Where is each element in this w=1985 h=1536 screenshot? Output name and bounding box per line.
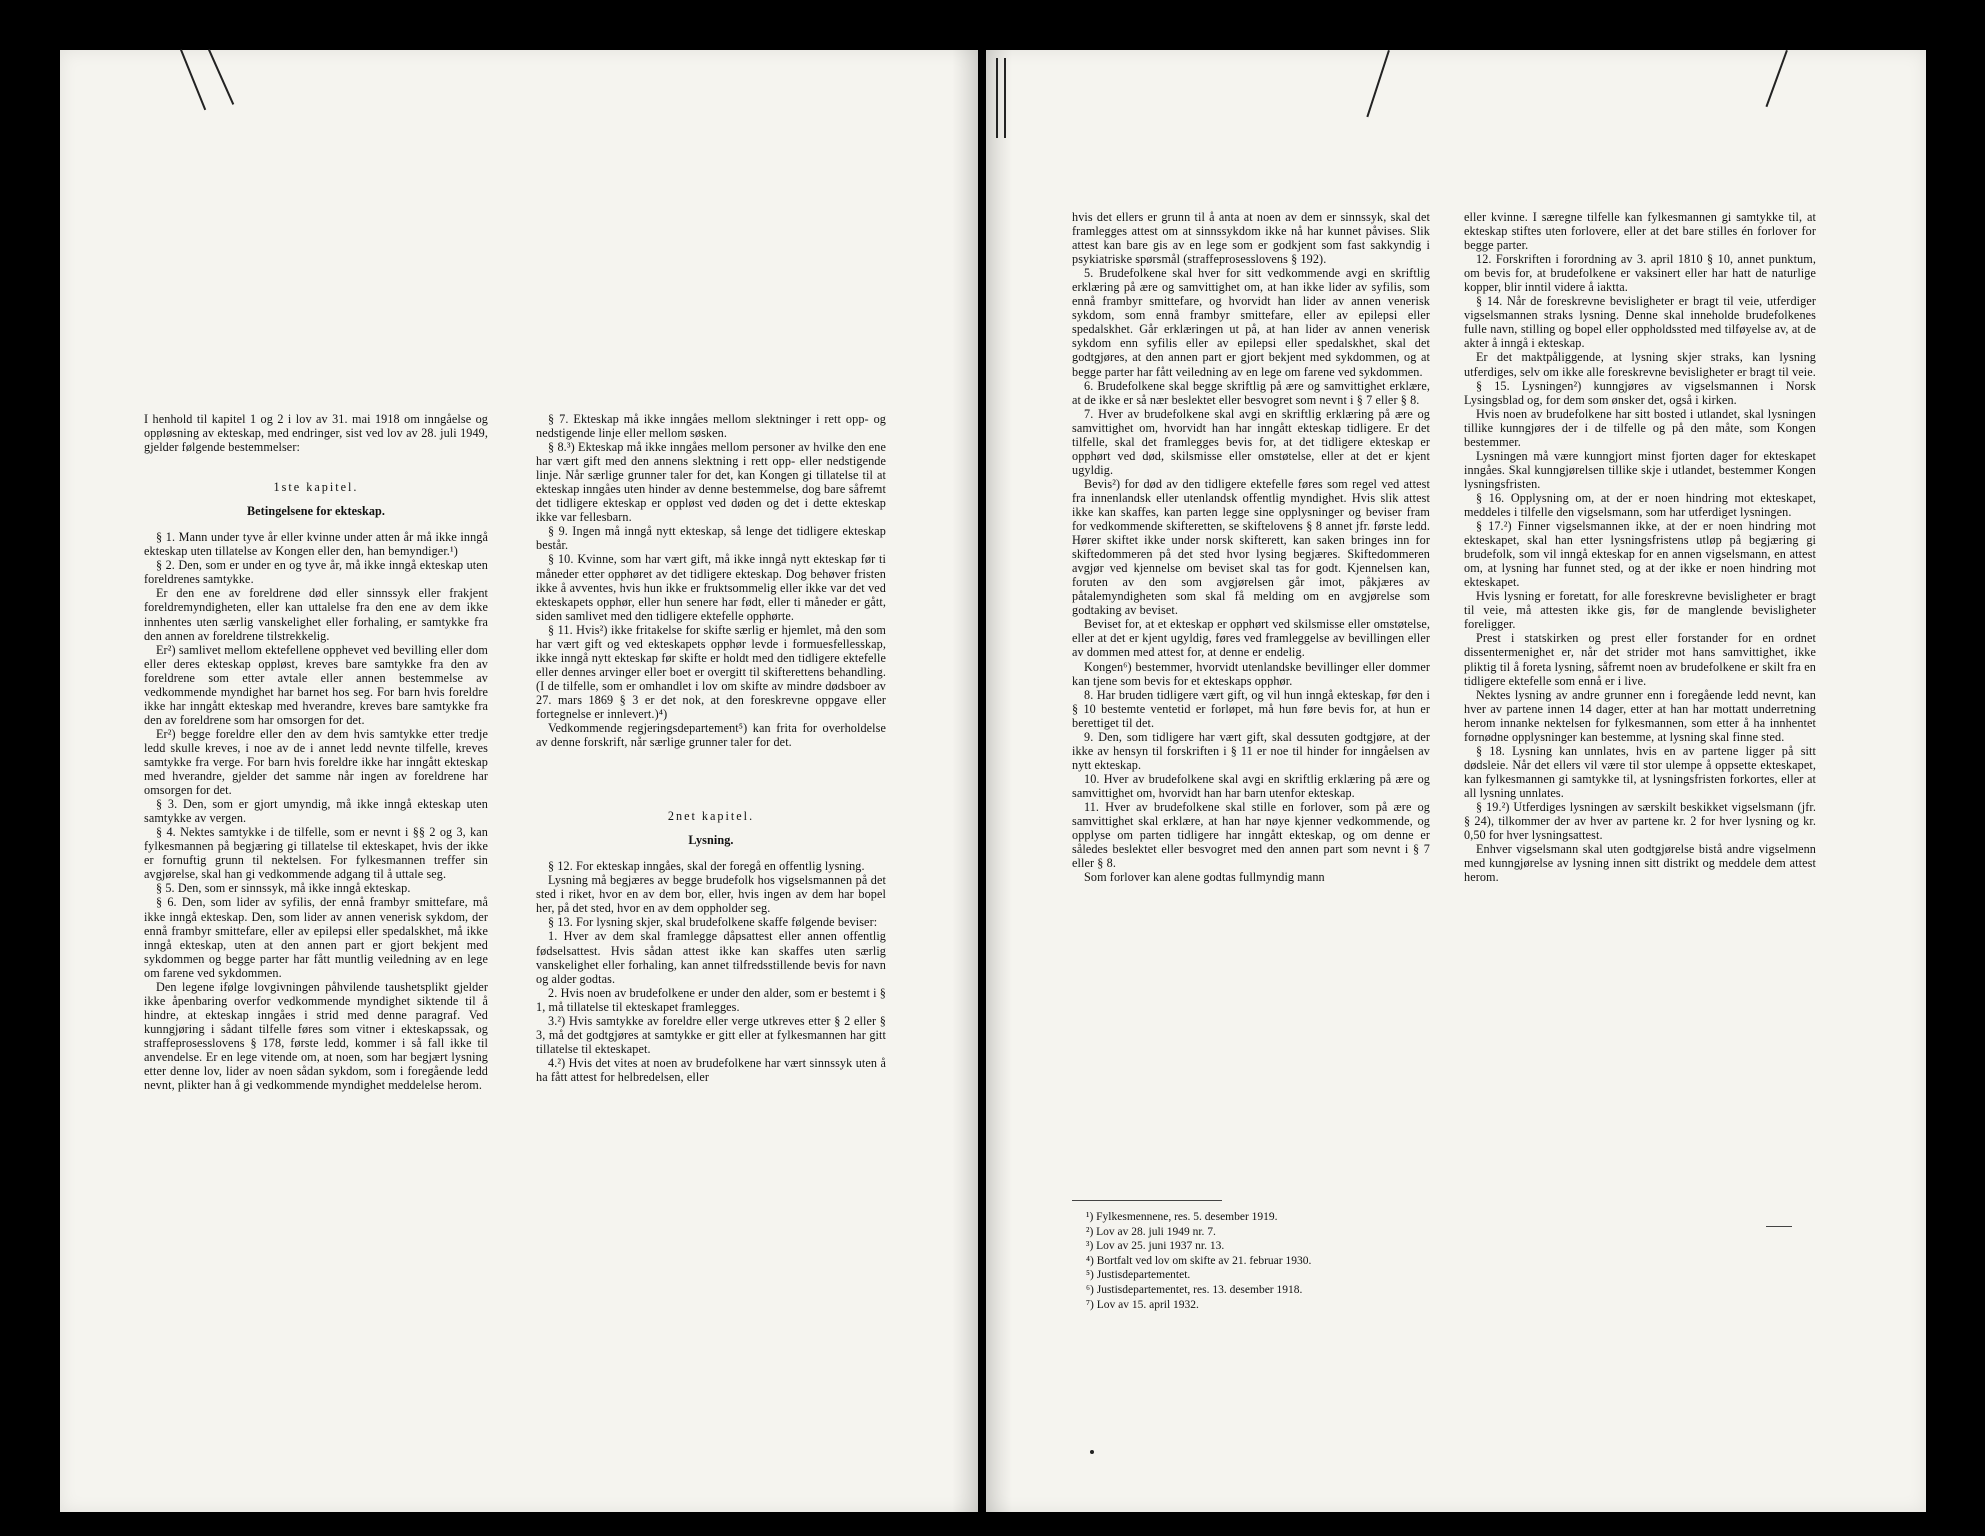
paragraph: § 14. Når de foreskrevne bevisligheter er bragt til veie, utferdiger vigselsmannen straks lysning. Denne skal inneholde brudefolkenes fulle navn, stilling og bopel eller oppholdssted med tilføyelse av, at de akter å inngå i ekteskap. [1464, 294, 1816, 351]
paragraph: § 5. Den, som er sinnssyk, må ikke inngå ekteskap. [156, 881, 411, 896]
paragraph: 10. Hver av brudefolkene skal avgi en skriftlig erklæring på ære og samvittighet om, hvorvidt han har barn utenfor ekteskap. [1072, 771, 1430, 800]
paragraph: § 8.³) Ekteskap må ikke inngåes mellom personer av hvilke den ene har vært gift med den annens slektning i rett opp- eller nedstigende linje. Når særlige grunner taler for det, kan Kongen gi tillatelse til at ekteskap inngåes uten hinder av denne bestemmelse, dog bare såfremt det tidligere ekteskap er oppløst ved døden og det i dette ekteskap ikke var fellesbarn. [536, 440, 886, 525]
right-column-2 [1464, 210, 1816, 884]
left-column-1-body [144, 530, 488, 1092]
paragraph: Nektes lysning av andre grunner enn i foregående ledd nevnt, kan hver av partene innen 14 dager, etter at han har mottatt underretning herom innanke nektelsen for fylkesmannen, som etter å ha innhentet fornødne opplysninger kan bestemme, at lysning skal finne sted. [1464, 687, 1816, 744]
paragraph: Den legene ifølge lovgivningen påhvilende taushetsplikt gjelder ikke åpenbaring overfor vedkommende myndighet siktende til å hindre, at ekteskap inngåes i strid med denne paragraf. Ved kunngjøring i sådant tilfelle føres som vitner i ekteskapssak, og straffeprosesslovens § 178, første ledd, kommer i så fall ikke til anvendelse. Er en lege vitende om, at noen, som har begjært lysning etter denne lov, lider av noen sådan sykdom, som i foregående ledd nevnt, plikter han å gi vedkommende myndighet meddelelse herom. [144, 979, 488, 1093]
footnote: ¹) Fylkesmennene, res. 5. desember 1919. [1086, 1211, 1278, 1223]
paragraph: § 2. Den, som er under en og tyve år, må ikke inngå ekteskap uten foreldrenes samtykke. [144, 558, 488, 587]
paragraph: Er²) samlivet mellom ektefellene opphevet ved bevilling eller dom eller deres ekteskap oppløst, kreves bare samtykke fra den av foreldrene som etter avtale eller annen bestemmelse av vedkommende myndighet har barnet hos seg. For barn hvis foreldre ikke har inngått ekteskap med hverandre, kreves bare samtykke fra den av foreldrene som har omsorgen for det. [144, 642, 488, 727]
paragraph: § 13. For lysning skjer, skal brudefolkene skaffe følgende beviser: [548, 915, 878, 930]
paragraph: 2. Hvis noen av brudefolkene er under den alder, som er bestemt i § 1, må tillatelse til ekteskapet framlegges. [536, 985, 886, 1014]
footnote: ²) Lov av 28. juli 1949 nr. 7. [1086, 1225, 1216, 1238]
paragraph: Vedkommende regjeringsdepartement⁵) kan frita for overholdelse av denne forskrift, når særlige grunner taler for det. [536, 721, 886, 750]
paragraph: § 11. Hvis²) ikke fritakelse for skifte særlig er hjemlet, må den som har vært gift og ved ekteskapets opphør levde i formuesfellesskap, ikke inngå nytt ekteskap før skifte er holdt med den tidligere ektefelle eller dennes arvinger eller boet er overgitt til skifterettens behandling. (I de tilfelle, som er omhandlet i lov om skifte av mindre dødsboer av 27. mars 1869 § 3 er det nok, at den foreskrevne oppgave eller fortegnelse er innlevert.)⁴) [536, 622, 886, 721]
paragraph: § 16. Opplysning om, at der er noen hindring mot ekteskapet, meddeles i tilfelle den vigselsmann, som har utferdiget lysningen. [1464, 490, 1816, 519]
paragraph: Lysningen må være kunngjort minst fjorten dager for ekteskapet inngåes. Skal kunngjørelsen tillike skje i utlandet, bestemmer Kongen lysningsfristen. [1464, 448, 1816, 491]
ink-dot [1090, 1450, 1094, 1454]
footnote: ⁴) Bortfalt ved lov om skifte av 21. februar 1930. [1086, 1254, 1312, 1267]
paragraph: § 9. Ingen må inngå nytt ekteskap, så lenge det tidligere ekteskap består. [536, 524, 886, 553]
pencil-mark [180, 49, 206, 110]
paragraph: § 10. Kvinne, som har vært gift, må ikke inngå nytt ekteskap før ti måneder etter opphøret av det tidligere ekteskap. Dog behøver fristen ikke å avventes, hvis hun ikke er fruktsommelig eller ikke var det ved ekteskapets opphør, eller hun senere har født, eller ti måneder er gått, siden samlivet med den tidligere ektefelle opphørte. [536, 552, 886, 623]
small-rule [1766, 1226, 1792, 1227]
chapter-1-title: Betingelsene for ekteskap. [246, 504, 386, 519]
footnote-rule [1072, 1200, 1222, 1201]
pencil-mark [1765, 50, 1787, 107]
paragraph: § 12. For ekteskap inngåes, skal der foregå en offentlig lysning. [548, 859, 865, 874]
paragraph: 9. Den, som tidligere har vært gift, skal dessuten godtgjøre, at der ikke av hensyn til forskriften i § 11 er noe til hinder for inngåelsen av nytt ekteskap. [1072, 729, 1430, 772]
paragraph: Lysning må begjæres av begge brudefolk hos vigselsmannen på det sted i riket, hvor en av dem bor, eller, hvis ingen av dem har bopel her, på det sted, hvor en av dem oppholder seg. [536, 873, 886, 916]
right-column-1 [1072, 210, 1430, 884]
paragraph: Prest i statskirken og prest eller forstander for en ordnet dissentermenighet er, når det strider mot hans samvittighet, ikke pliktig til å foreta lysning, såfremt noen av brudefolkene er skilt fra en tidligere ektefelle som ennå er i live. [1464, 631, 1816, 688]
paragraph: 7. Hver av brudefolkene skal avgi en skriftlig erklæring på ære og samvittighet om, hvorvidt han har inngått ekteskap tidligere. Er det tilfelle, skal det framlegges bevis for, at det tidligere ekteskap er opphørt ved død, skilsmisse eller omstøtelse, eller at det er kjent ugyldig. [1072, 406, 1430, 477]
paragraph: Er²) begge foreldre eller den av dem hvis samtykke etter tredje ledd skulle kreves, i noe av de i annet ledd nevnte tilfelle, kreves samtykke fra verge. For barn hvis foreldre ikke har inngått ekteskap med hverandre, gjelder det samme når ingen av foreldrene har omsorgen for det. [144, 726, 488, 798]
paragraph: § 3. Den, som er gjort umyndig, må ikke inngå ekteskap uten samtykke av vergen. [144, 797, 488, 826]
pencil-mark [1004, 58, 1006, 138]
pencil-mark [208, 49, 234, 105]
right-column-1-body [1072, 210, 1430, 884]
paragraph: Kongen⁶) bestemmer, hvorvidt utenlandske bevillinger eller dommer kan tjene som bevis for et ekteskaps opphør. [1072, 659, 1430, 688]
paragraph: Beviset for, at et ekteskap er opphørt ved skilsmisse eller omstøtelse, eller at det er kjent ugyldig, føres ved framleggelse av bevillingen eller av dommen med attest for, at denne er endelig. [1072, 617, 1430, 660]
paragraph: 11. Hver av brudefolkene skal stille en forlover, som på ære og samvittighet skal erklære, at han har nøye kjenner vedkommende, og opplyse om parten tidligere har inngått ekteskap, og om denne er således beslektet eller besvogret med den annen part som nevnt i § 7 eller § 8. [1072, 799, 1430, 871]
paragraph: Hvis lysning er foretatt, for alle foreskrevne bevisligheter er bragt til veie, må attesten ikke gis, før de manglende bevisligheter foreligger. [1464, 589, 1816, 632]
chapter-2-label: 2net kapitel. [667, 809, 755, 824]
paragraph: Hvis noen av brudefolkene har sitt bosted i utlandet, skal lysningen tillike kunngjøres der i de tilfelle og på den måte, som Kongen bestemmer. [1464, 406, 1816, 449]
footnote: ³) Lov av 25. juni 1937 nr. 13. [1086, 1240, 1225, 1253]
left-column-2 [536, 412, 886, 1084]
paragraph: § 4. Nektes samtykke i de tilfelle, som er nevnt i §§ 2 og 3, kan fylkesmannen på begjæring gi tillatelse til ekteskapet, hvis der ikke er fornuftig grunn til nektelsen. For fylkesmannen treffer sin avgjørelse, skal han gi vedkommende adgang til å uttale seg. [144, 825, 488, 882]
paragraph: 8. Har bruden tidligere vært gift, og vil hun inngå ekteskap, før den i § 10 bestemte ventetid er forløpet, må hun føre bevis for, at hun er berettiget til det. [1072, 687, 1430, 730]
gutter-shadow [986, 50, 1012, 1512]
paragraph: 12. Forskriften i forordning av 3. april 1810 § 10, annet punktum, om bevis for, at brudefolkene er vaksinert eller har hatt de naturlige kopper, blir inntil videre å iaktta. [1464, 252, 1816, 295]
paragraph: § 15. Lysningen²) kunngjøres av vigselsmannen i Norsk Lysingsblad og, for dem som ønsker det, også i kirken. [1464, 378, 1816, 407]
paragraph: § 17.²) Finner vigselsmannen ikke, at der er noen hindring mot ekteskapet, skal han etter lysningsfristens utløp på begjæring gi brudefolk, som vil inngå ekteskap for en annen vigselsmann, en attest om, at lysning har funnet sted, og at der ikke er noen hindring mot ekteskapet. [1464, 519, 1816, 590]
paragraph: § 19.²) Utferdiges lysningen av særskilt beskikket vigselsmann (jfr. § 24), tilkommer der av hver av partene kr. 2 for hver lysning og kr. 0,50 for hver lysningsattest. [1464, 799, 1816, 843]
paragraph: Enhver vigselsmann skal uten godtgjørelse bistå andre vigselmenn med kunngjørelse av lysning innen sitt distrikt og meddele dem attest herom. [1464, 842, 1816, 885]
footnote: ⁷) Lov av 15. april 1932. [1086, 1298, 1199, 1311]
paragraph: § 18. Lysning kan unnlates, hvis en av partene ligger på sitt dødsleie. Når det ellers vil være til stor ulempe å oppsette ekteskapet, kan fylkesmannen gi samtykke til, at lysningsfristen forkortes, eller at all lysning unnlates. [1464, 743, 1816, 800]
pencil-mark [996, 58, 998, 138]
right-page [986, 50, 1926, 1512]
left-column-2-body-a [536, 412, 886, 749]
footnotes [1086, 1210, 1311, 1312]
left-column-2-body-b [536, 859, 886, 1084]
paragraph: Bevis²) for død av den tidligere ektefelle føres som regel ved attest fra innenlandsk eller utenlandsk offentlig myndighet. Hvis slik attest ikke kan skaffes, kan parten legge sine opplysninger og beviser fram for vedkommende skifteretten, se skiftelovens § 8 annet jfr. første ledd. Hører skiftet ikke under norsk skifterett, kan saken bringes inn for skiftedommeren på det sted hvor lysing begjæres. Skiftedommeren avgjør ved kjennelse om beviset skal tas for godt. Kjennelsen kan, foruten av den som avgjørelsen går imot, påkjæres av påtalemyndigheten som skal få melding om en avgjørelse som godtaking av beviset. [1072, 476, 1430, 618]
paragraph: § 1. Mann under tyve år eller kvinne under atten år må ikke inngå ekteskap uten tillatelse av Kongen eller den, han bemyndiger.¹) [144, 530, 488, 559]
paragraph: 4.²) Hvis det vites at noen av brudefolkene har vært sinnssyk uten å ha fått attest for helbredelsen, eller [536, 1055, 886, 1084]
paragraph: 1. Hver av dem skal framlegge dåpsattest eller annen offentlig fødselsattest. Hvis sådan attest ikke kan skaffes uten særlig vanskelighet eller forhaling, kan annet tilfredsstillende bevis for navn og alder godtas. [536, 929, 886, 986]
right-column-2-body [1464, 210, 1816, 884]
paragraph: Som forlover kan alene godtas fullmyndig mann [1084, 870, 1325, 885]
intro-paragraph: I henhold til kapitel 1 og 2 i lov av 31. mai 1918 om inngåelse og oppløsning av ekteskap, med endringer, sist ved lov av 28. juli 1949, gjelder følgende bestemmelser: [144, 412, 488, 455]
paragraph: Er det maktpåliggende, at lysning skjer straks, kan lysning utferdiges, selv om ikke alle foreskrevne bevisligheter er bragt til veie. [1464, 350, 1816, 379]
paragraph: 5. Brudefolkene skal hver for sitt vedkommende avgi en skriftlig erklæring på ære og samvittighet om, at han ikke lider av syfilis, som ennå frambyr smittefare, og hvorvidt han lider av annen venerisk sykdom, som ennå frambyr smittefare, eller av epilepsi eller spedalskhet. Går erklæringen ut på, at han lider av annen venerisk sykdom enn syfilis eller av epilepsi eller spedalskhet, skal det godtgjøres, at den annen part er gjort bekjent med sykdommen, og at begge parter har fått veiledning av en lege om farene ved sykdommen. [1072, 266, 1430, 379]
footnote: ⁶) Justisdepartementet, res. 13. desember 1918. [1086, 1283, 1303, 1296]
paragraph: 6. Brudefolkene skal begge skriftlig på ære og samvittighet erklære, at de ikke er så nær beslektet eller besvogret som nevnt i § 7 eller § 8. [1072, 378, 1430, 407]
paragraph: hvis det ellers er grunn til å anta at noen av dem er sinnssyk, skal det framlegges attest om at sinnssykdom ikke nå har kunnet påvises. Slik attest kan bare gis av en lege som er godkjent som fast sakkyndig i psykiatriske spørsmål (straffeprosesslovens § 192). [1072, 210, 1430, 267]
paragraph: Er den ene av foreldrene død eller sinnssyk eller frakjent foreldremyndigheten, eller kan uttalelse fra den ene av dem ikke innhentes uten særlig vanskelighet eller forhaling, er samtykke fra den annen av foreldrene tilstrekkelig. [144, 586, 488, 643]
paragraph: 3.²) Hvis samtykke av foreldre eller verge utkreves etter § 2 eller § 3, må det godtgjøres at samtykke er gitt eller at fylkesmannen har gitt tillatelse til ekteskapet. [536, 1013, 886, 1056]
paragraph: § 6. Den, som lider av syfilis, der ennå frambyr smittefare, må ikke inngå ekteskap. Den, som lider av annen venerisk sykdom, der ennå frambyr smittefare, eller av epilepsi eller spedalskhet, må ikke inngå ekteskap, uten at den annen part er gjort bekjent med sykdommen og begge parter har fått muntlig veiledning av en lege om farene ved sykdommen. [144, 895, 488, 980]
chapter-2-title: Lysning. [688, 833, 734, 848]
paragraph: eller kvinne. I særegne tilfelle kan fylkesmannen gi samtykke til, at ekteskap stiftes uten forlovere, eller at det bare stilles én forlover for begge parter. [1464, 210, 1816, 253]
pencil-mark [1366, 50, 1390, 117]
chapter-1-label: 1ste kapitel. [273, 480, 359, 495]
footnote: ⁵) Justisdepartementet. [1086, 1269, 1191, 1282]
left-page [60, 50, 978, 1512]
paragraph: § 7. Ekteskap må ikke inngåes mellom slektninger i rett opp- og nedstigende linje eller mellom søsken. [536, 412, 886, 441]
gutter-shadow [952, 50, 978, 1512]
left-column-1 [144, 412, 488, 1092]
